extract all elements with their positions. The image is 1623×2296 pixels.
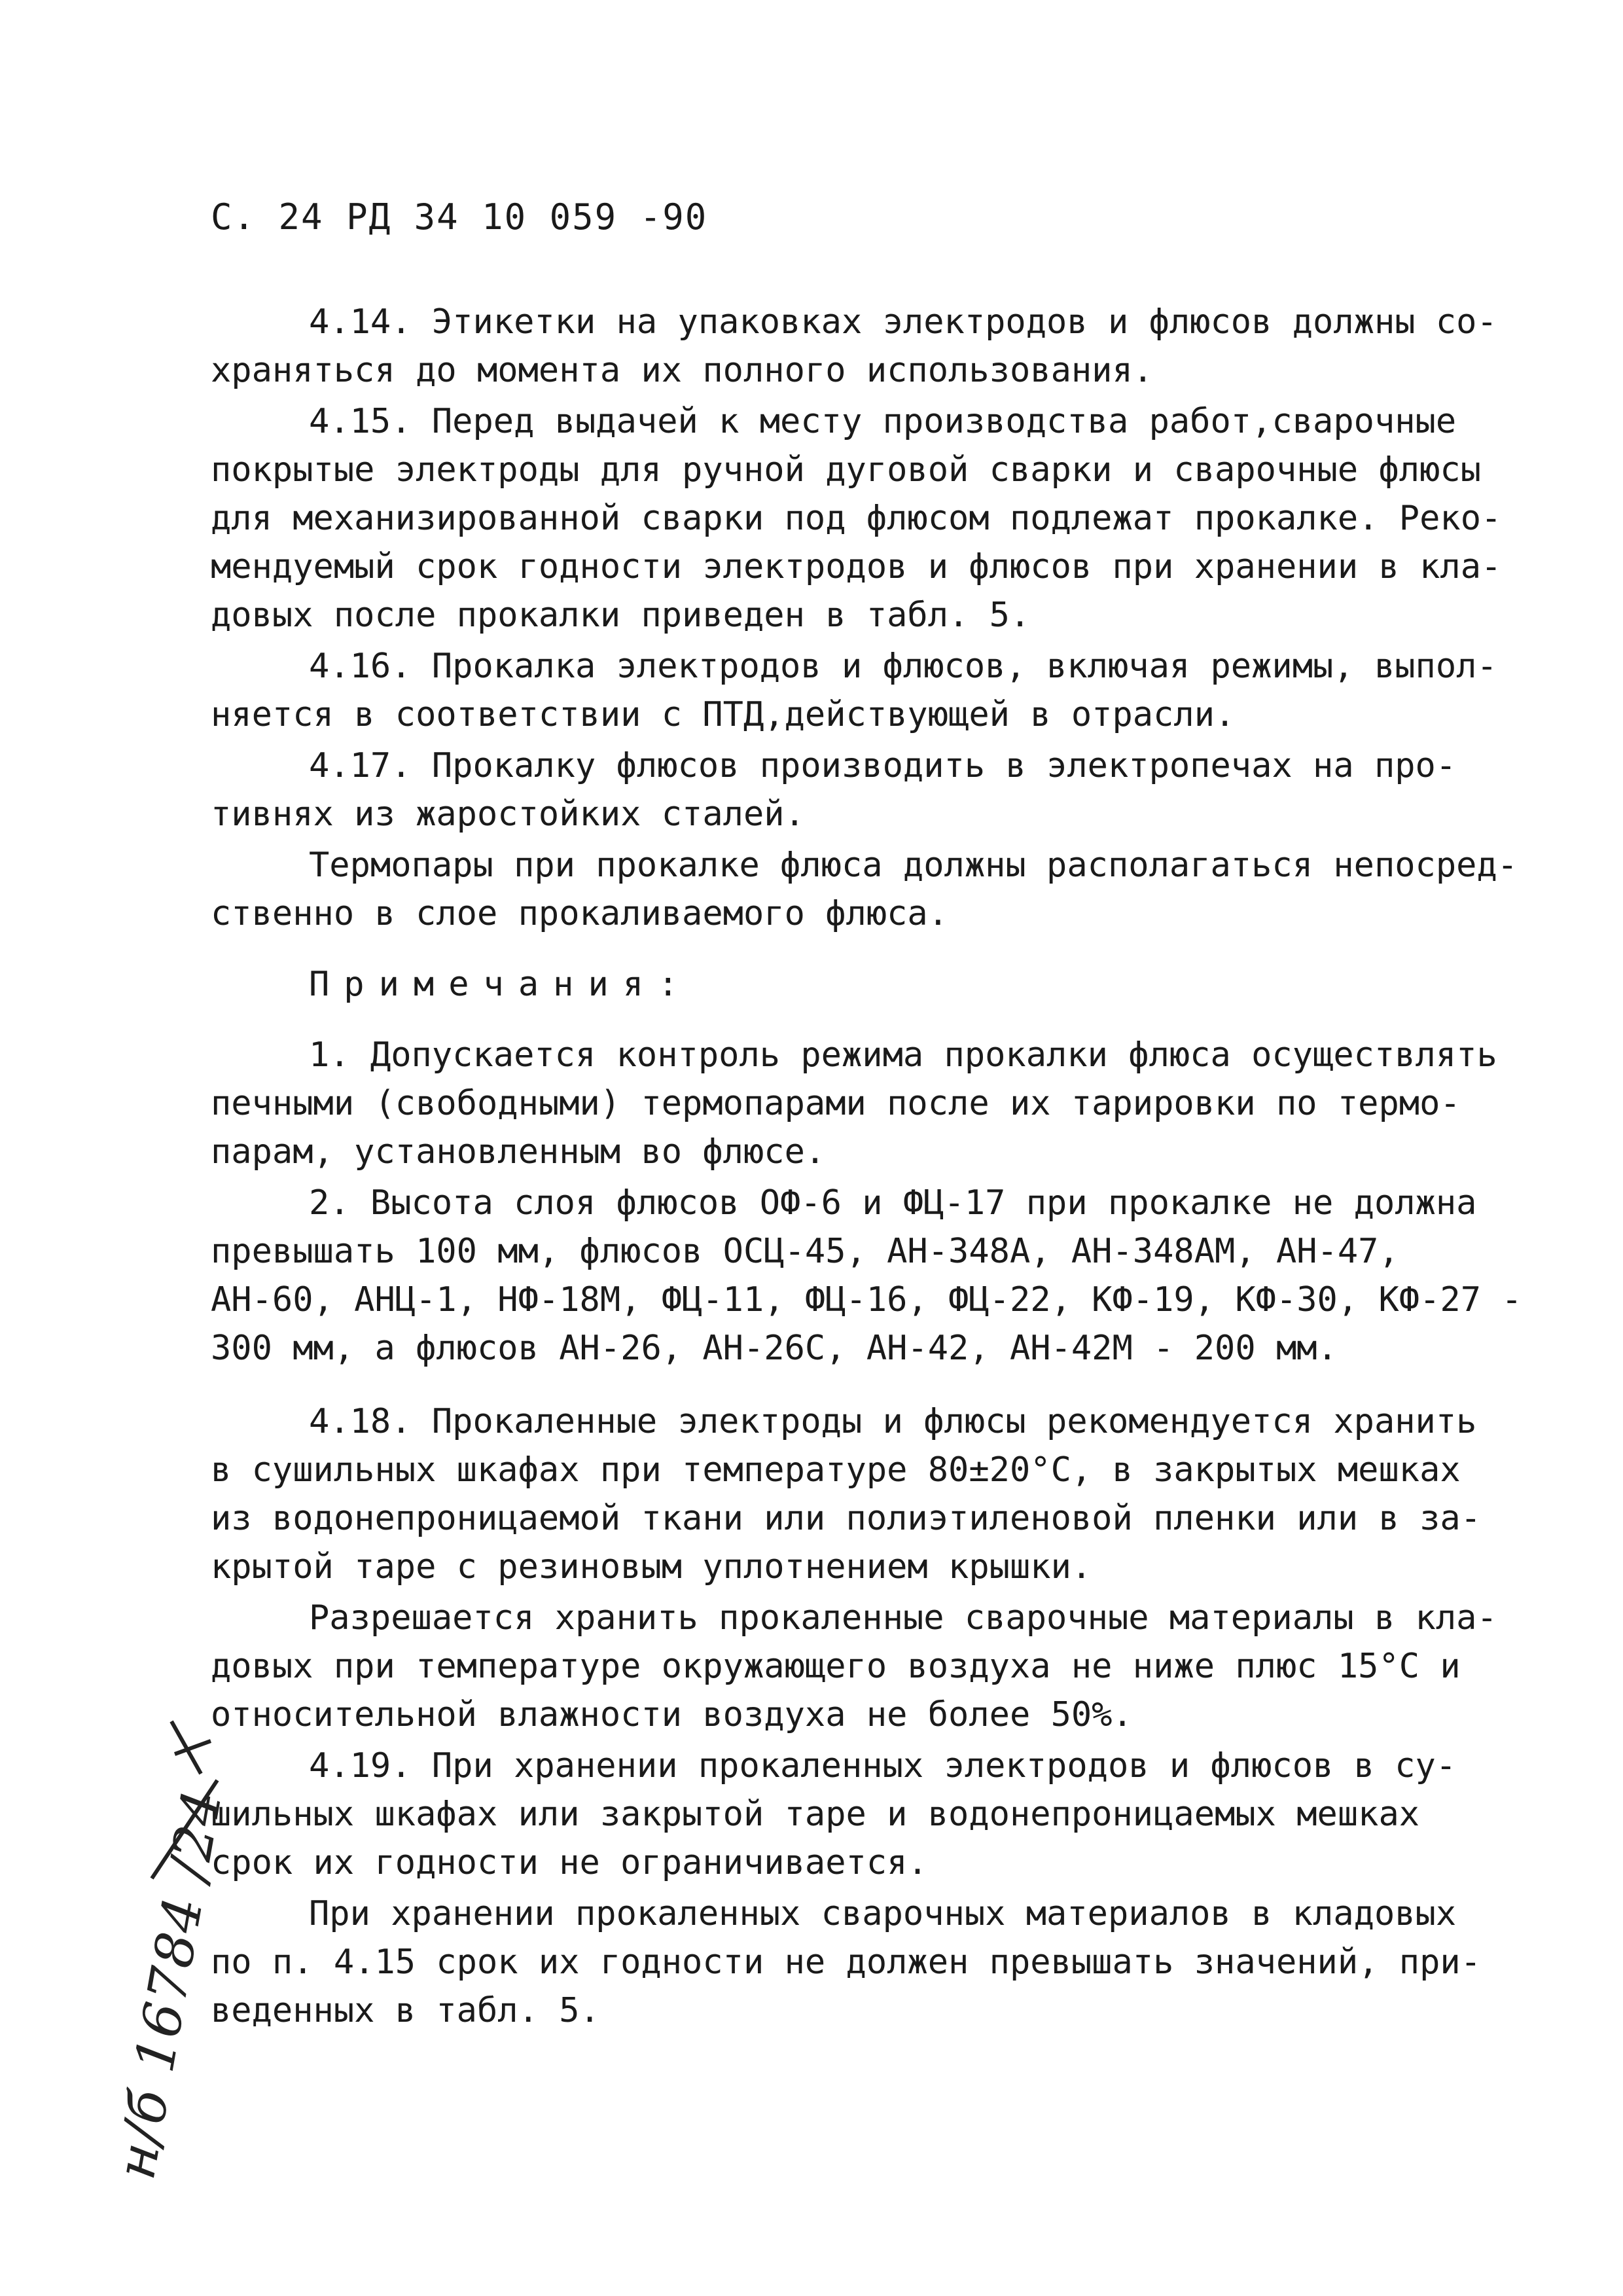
notes-title: Примечания: — [309, 965, 693, 1004]
text-line: няется в соответствии с ПТД,действующей в отрасли. — [211, 695, 1236, 734]
paragraph-p414 — [211, 298, 1497, 395]
page-header: С. 24 РД 34 10 059 -90 — [211, 196, 708, 238]
text-line: из водонепроницаемой ткани или полиэтиленовой пленки или в за- — [211, 1499, 1482, 1538]
paragraph-n1 — [211, 1031, 1497, 1176]
text-line: покрытые электроды для ручной дуговой сварки и сварочные флюсы — [211, 450, 1482, 490]
paragraph-p419b — [211, 1890, 1493, 2035]
text-line: веденных в табл. 5. — [211, 1991, 600, 2030]
text-line: 4.16. Прокалка электродов и флюсов, включая режимы, выпол- — [309, 647, 1497, 686]
text-line: 4.19. При хранении прокаленных электродов и флюсов в су- — [309, 1746, 1457, 1785]
text-line: 300 мм, а флюсов АН-26, АН-26С, АН-42, АН-42М - 200 мм. — [211, 1329, 1338, 1368]
paragraph-p417 — [211, 742, 1493, 838]
text-line: довых при температуре окружающего воздуха не ниже плюс 15°С и — [211, 1647, 1461, 1686]
text-line: Термопары при прокалке флюса должны располагаться непосред- — [309, 846, 1518, 885]
text-line: храняться до момента их полного использования. — [211, 351, 1154, 390]
text-line: печными (свободными) термопарами после их тарировки по термо- — [211, 1084, 1461, 1123]
text-line: 4.15. Перед выдачей к месту производства работ,сварочные — [309, 402, 1457, 441]
text-line: мендуемый срок годности электродов и флюсов при хранении в кла- — [211, 547, 1502, 586]
paragraph-n2 — [211, 1179, 1522, 1372]
text-line: довых после прокалки приведен в табл. 5. — [211, 596, 1031, 635]
text-line: относительной влажности воздуха не более 50%. — [211, 1695, 1133, 1734]
paragraph-p418b — [211, 1594, 1497, 1739]
paragraph-p418 — [211, 1397, 1493, 1591]
paragraph-p419 — [211, 1742, 1493, 1887]
section-storage — [211, 1397, 1497, 2035]
text-line: АН-60, АНЦ-1, НФ-18М, ФЦ-11, ФЦ-16, ФЦ-22, КФ-19, КФ-30, КФ-27 - — [211, 1280, 1522, 1319]
text-line: Разрешается хранить прокаленные сварочные материалы в кла- — [309, 1598, 1497, 1638]
section-main — [211, 298, 1518, 938]
paragraph-p417b — [211, 841, 1518, 938]
text-line: по п. 4.15 срок их годности не должен превышать значений, при- — [211, 1943, 1482, 1982]
document-body — [211, 298, 1522, 2037]
text-line: для механизированной сварки под флюсом подлежат прокалке. Реко- — [211, 499, 1502, 538]
text-line: крытой таре с резиновым уплотнением крышки. — [211, 1547, 1092, 1587]
text-line: тивнях из жаростойких сталей. — [211, 795, 805, 834]
text-line: 4.18. Прокаленные электроды и флюсы рекомендуется хранить — [309, 1402, 1477, 1441]
text-line: срок их годности не ограничивается. — [211, 1843, 928, 1882]
text-line: шильных шкафах или закрытой таре и водонепроницаемых мешках — [211, 1795, 1420, 1834]
paragraph-p416 — [211, 642, 1497, 739]
text-line: При хранении прокаленных сварочных материалов в кладовых — [309, 1894, 1457, 1933]
text-line: 1. Допускается контроль режима прокалки флюса осуществлять — [309, 1035, 1497, 1075]
text-line: в сушильных шкафах при температуре 80±20°С, в закрытых мешках — [211, 1450, 1461, 1490]
text-line: 4.14. Этикетки на упаковках электродов и флюсов должны со- — [309, 302, 1497, 342]
text-line: 2. Высота слоя флюсов ОФ-6 и ФЦ-17 при прокалке не должна — [309, 1183, 1477, 1223]
paragraph-p415 — [211, 397, 1502, 639]
notes-list — [211, 1031, 1522, 1372]
text-line: парам, установленным во флюсе. — [211, 1132, 826, 1172]
text-line: ственно в слое прокаливаемого флюса. — [211, 894, 949, 933]
text-line: превышать 100 мм, флюсов ОСЦ-45, АН-348А, АН-348АМ, АН-47, — [211, 1232, 1399, 1271]
handwritten-inventory-number: н/б 16784 /24 — [105, 1784, 235, 2184]
text-line: 4.17. Прокалку флюсов производить в электропечах на про- — [309, 746, 1457, 785]
